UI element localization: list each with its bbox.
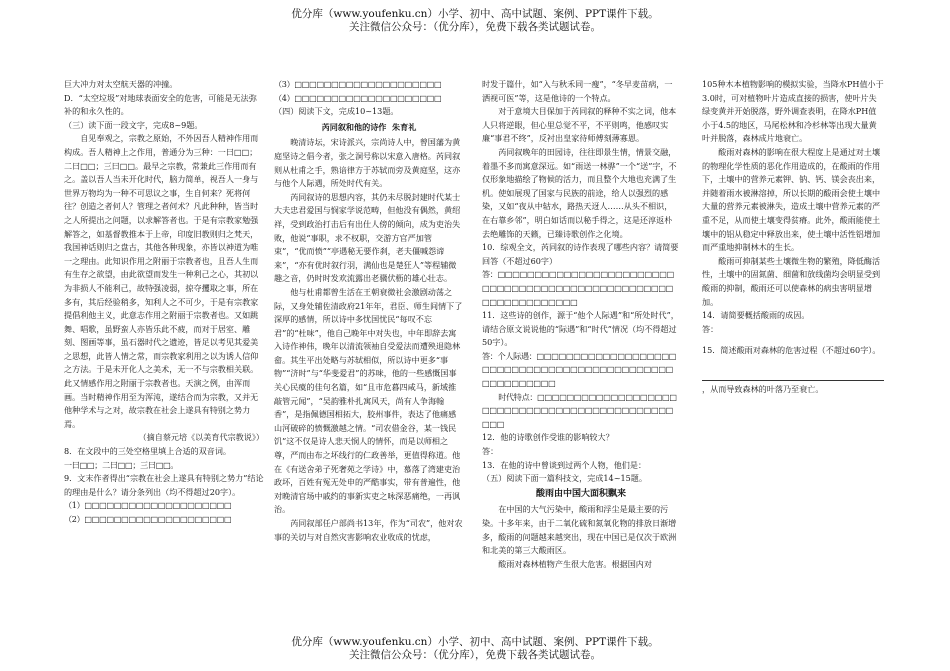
question-9: 9．文末作者得出“宗教在社会上遂具有特别之势力”结论的理由是什么？请分条列出（均不得超过20字）。 bbox=[64, 473, 264, 497]
question-14: 14．请简要概括酸雨的成因。 bbox=[702, 310, 810, 321]
column-2 bbox=[274, 78, 464, 544]
passage-3-text: 自见奉观之，宗教之原始，不外因吾人精神作用而构成。吾人精神上之作用，普通分为三种：一曰□□；二曰□□；三曰□□。最早之宗教，常兼此三作用而有之。盖以吾人当未开化时代，脑力简单，视吾人一身与世界万物均为一种不可思议之事，生自何来？死将何往？创造之者何人？管理之者何术？凡此种种，皆当时之人所提出之问题，以求解答者也。于是有宗教家勉强解答之，如基督教推本于上帝，印度旧教则归之梵天，我国神话则归之盘古，其他各种现象，亦皆以神道为唯一之理由。此知识作用之附丽于宗教者也，且吾人生而有生存之欲望，由此欲望而发生一种利己之心，其初以为非损人不能利己，故特强凌弱，掠夺攫取之事，所在多有，其后经验稍多，知利人之不可少，于是有宗教家提倡利他主义，此意志作用之附丽于宗教者也。又如跳舞、唱歌，虽野蛮人亦皆乐此不疲，而对于居室、雕刻、图画等事，虽石器时代之遗迹，皆足以考见其爱美之思想，此皆人情之常，而宗教家利用之以为诱人信仰之方法。于是未开化人之美术，无一不与宗教相关联。此又情感作用之附丽于宗教者也。天演之例，由浑而画。当时精神作用至为浑沌，遂结合而为宗教，又并无他种学术与之对，故宗教在社会上遂具有特别之势力焉。 bbox=[64, 133, 259, 429]
spacer bbox=[702, 336, 884, 344]
question-12: 12．他的诗歌创作受谁的影响较大？ bbox=[482, 432, 614, 443]
article-title bbox=[274, 121, 464, 135]
question-8: 8．在文段中的三处空格里填上合适的双音词。 bbox=[64, 446, 232, 457]
question-11-answer-personal[interactable]: 答：个人际遇：□□□□□□□□□□□□□□□□□□□□□□□□□□□□□□□□□□□□□□□□□□□□□□□□□□□□□□□ bbox=[482, 350, 677, 389]
article-title-text: 芮同叙和他的诗作 bbox=[321, 121, 387, 132]
question-11: 11．这些诗的创作，源于“他个人际遇”和“所处时代”，请结合原文说说他的“际遇”和“时代”情况（均不得超过50字）。 bbox=[482, 310, 679, 348]
header-line-1: 优分库（www.youfenku.cn）小学、初中、高中试题、案例、PPT课件下载。 bbox=[291, 8, 659, 20]
article-p7: 芮同叙晚年的田园诗，往往即景生情，情景交融，着墨不多而寓意深远。如“雨送一林骅”一个“送”字，不仅形象地描绘了物候的活力，而且整个大地也充满了生机。使如展现了国家与民族的前途，给人以强烈的感染，又如“夜从中轱水，路热天迓人……从头不相识，在右靠乡邻”，明白如话而以秘手得之，这是还淳返朴去绝雕饰的天籁，已臻诗歌创作之化境。 bbox=[482, 146, 677, 239]
question-9-answer-1[interactable]: （1）□□□□□□□□□□□□□□□□□□□□ bbox=[64, 500, 232, 511]
question-10: 10．综观全文，芮同叙的诗作表现了哪些内容？请简要回答（不超过60字） bbox=[482, 242, 679, 266]
passage-3-citation: （摘自蔡元培《以美育代宗教说》） bbox=[138, 432, 264, 443]
question-13: 13．在他的诗中曾谈到过两个人物，他们是： bbox=[482, 459, 647, 470]
article-p5: 时发于篇什，如“入与秋禾同一瘦”，“冬早麦苗病，一洒视可医”等，这是他诗的一个特点。 bbox=[482, 79, 673, 103]
section-4-heading: （四）阅读下文，完成10~13题。 bbox=[274, 106, 399, 117]
footer-line-2: 关注微信公众号：（优分库），免费下载各类试题试卷。 bbox=[349, 649, 601, 661]
science-p2: 酸雨对森林植物产生很大危害。根据国内对 bbox=[498, 558, 652, 569]
science-p3: 105种木本植物影响的模拟实验，当降水PH值小于3.0时，可对植物叶片造成直接的损害，使叶片失绿变黄并开始脱落，野外调查表明，在降水PH值小于4.5的地区，马尾松林和冷杉林等出现大量黄叶并脱落，森林成片地衰亡。 bbox=[702, 79, 884, 144]
question-14-answer[interactable]: 答： bbox=[702, 323, 719, 334]
article-p3: 他与杜甫都曾生活在王朝衰微社会激剧动荡之际，又身处辅佐清政府21年年，君臣、师生间情下了深厚的感情，所以诗中多忧国忧民“每叹不忘君”的“杜味”，他自己晚年中对失也，中年即辞去寓入诗作神伟，晚年以清流领袖自受爱法而遭殃退隐林畲。其生平出处略与苏轼相似，所以诗中更多“事物”“济时”与“华斐爱君”的苏味，他的一些感慨国事关心民瘼的佳句名篇，如“且市危暮四咸马，新域推敲管元闻”，“吴韵雅朴扎寓风天，尚有人争海翰香”，是指佩德国相拓大，胶州事件，表达了他痛感山河破碎的愤慨激越之情。“司农借金谷，某一钱民饥”这不仅是诗人悲天悯人的情怀，而是以师相之尊，严而由布之坏线行的仁政善举，更值得称道。他在《有送舍弟子死奢苑之学诗》中，慕落了湾建吏治政坏，百姓有冤无处申的严酷事实，带有普遍性，他对晚清官场中戚约的事新实吏之咏深恶痛绝，一再讽治。 bbox=[274, 286, 463, 515]
column-3 bbox=[482, 78, 680, 571]
question-15: 15．简述酸雨对森林的危害过程（不超过60字）。 bbox=[702, 345, 881, 356]
footer-banner bbox=[0, 636, 950, 662]
science-p4: 酸雨对森林的影响在很大程度上是通过对土壤的物理化学性质的恶化作用造成的，在酸雨的作用下，土壤中的营养元素钾、钠、钙、镁会丧出来，并随着雨水被淋溶掉，所以长期的酸雨会使土壤中大量的营养元素被淋失，造成土壤中营养元素的严重不足，从而使土壤变得贫瘠。此外，酸雨能使土壤中的铝从稳定中释放出来，使土壤中活性铝增加而严重地抑制林木的生长。 bbox=[702, 146, 881, 253]
question-9-answer-2[interactable]: （2）□□□□□□□□□□□□□□□□□□□□ bbox=[64, 514, 232, 524]
column-4 bbox=[702, 78, 884, 396]
column-1 bbox=[64, 78, 264, 527]
article-p2: 芮同叙诗的思想内容，其仍未尽脱封建时代某士大夫忠君爱国与悯家学说范畴，但他没有偶然，黄绍祥，受到政治打击后有出仕人傍的倾向，成为吏治失败，他说“事职，求不权职，交游方官严加管束”，“优而愤”“亭遇秘无要作刹，老夫僵喊怨谛来”，“亦有优时叙行羽，满仙也是楚狂人”等程辅微趣之音，仍时时发欢流露出老骥伏枥的雄心壮志。 bbox=[274, 191, 461, 284]
science-p1: 在中国的大气污染中，酸雨和浮尘是最主要的污染。十多年来，由于二氧化硫和氮氧化物的排放日渐增多，酸雨的问题越来越突出，现在中国已是仅次于欧洲和北美的第三大酸雨区。 bbox=[482, 504, 677, 556]
col1-option-d: D．“太空垃圾”对地球表面安全的危害，可能是无法弥补的和永久性的。 bbox=[64, 92, 257, 117]
header-line-2: 关注微信公众号：（优分库），免费下载各类试题试卷。 bbox=[349, 21, 601, 33]
col1-p1: 巨大冲力对太空航天器的冲撞。 bbox=[64, 79, 178, 89]
header-banner bbox=[0, 8, 950, 34]
article-p6: 对于意境大目保加于芮同叙的释种不实之词，他本人只将逆眼，但心里总觉不平，不平则鸣，他感叹实廉“事君不终”，反衬出皇家待师傅刻薄寡恩。 bbox=[482, 106, 677, 144]
section-3-heading: （三）读下面一段文字，完成8~9题。 bbox=[64, 119, 203, 130]
article-p4: 芮同叙部任户部尚书13年，作为“司农”，他对农事的关切与对自然灾害影响农业收成的忧虑， bbox=[274, 518, 463, 542]
article-p1: 晚清诗坛，宋诗派兴，宗尚诗人中，曾国藩为黄庭坚诗之倡今者，张之洞号称以宋意入唐格。芮同叙则从杜甫之手，熟谙律方于苏轼而旁及黄庭坚，这亦与他个人际遇，所处时代有关。 bbox=[274, 137, 461, 189]
question-12-answer[interactable]: 答： bbox=[482, 446, 499, 457]
question-8-blanks[interactable]: 一曰□□；二曰□□；三曰□□。 bbox=[64, 459, 179, 470]
question-15-answer-line[interactable] bbox=[702, 368, 884, 381]
science-p5: 酸雨可抑制某些土壤微生物的繁殖，降低酶活性，土壤中的固氮菌、细菌和放线菌均会明显受到酸雨的抑制，酸雨还可以使森林的病虫害明显增加。 bbox=[702, 255, 881, 307]
footer-line-1: 优分库（www.youfenku.cn）小学、初中、高中试题、案例、PPT课件下载。 bbox=[291, 636, 659, 648]
science-article-title: 酸雨由中国大面积飘来 bbox=[535, 488, 626, 499]
question-11-answer-era[interactable]: 时代特点：□□□□□□□□□□□□□□□□□□□□□□□□□□□□□□□□□□□□□□□□□□□□□□□□ bbox=[482, 391, 677, 429]
question-15-tail: ，从而导致森林的叶落乃至衰亡。 bbox=[702, 383, 824, 394]
question-9-answer-4[interactable]: （4）□□□□□□□□□□□□□□□□□□□□ bbox=[274, 92, 442, 103]
article-author: 朱育礼 bbox=[392, 121, 417, 132]
question-10-answer[interactable]: 答：□□□□□□□□□□□□□□□□□□□□□□□□□□□□□□□□□□□□□□□□□□□□□□□□□□□□□□□□□□□□□□□ bbox=[482, 269, 674, 307]
question-9-answer-3[interactable]: （3）□□□□□□□□□□□□□□□□□□□□ bbox=[274, 79, 442, 89]
section-5-heading: （五）阅读下面一篇科技文，完成14~15题。 bbox=[482, 473, 647, 484]
